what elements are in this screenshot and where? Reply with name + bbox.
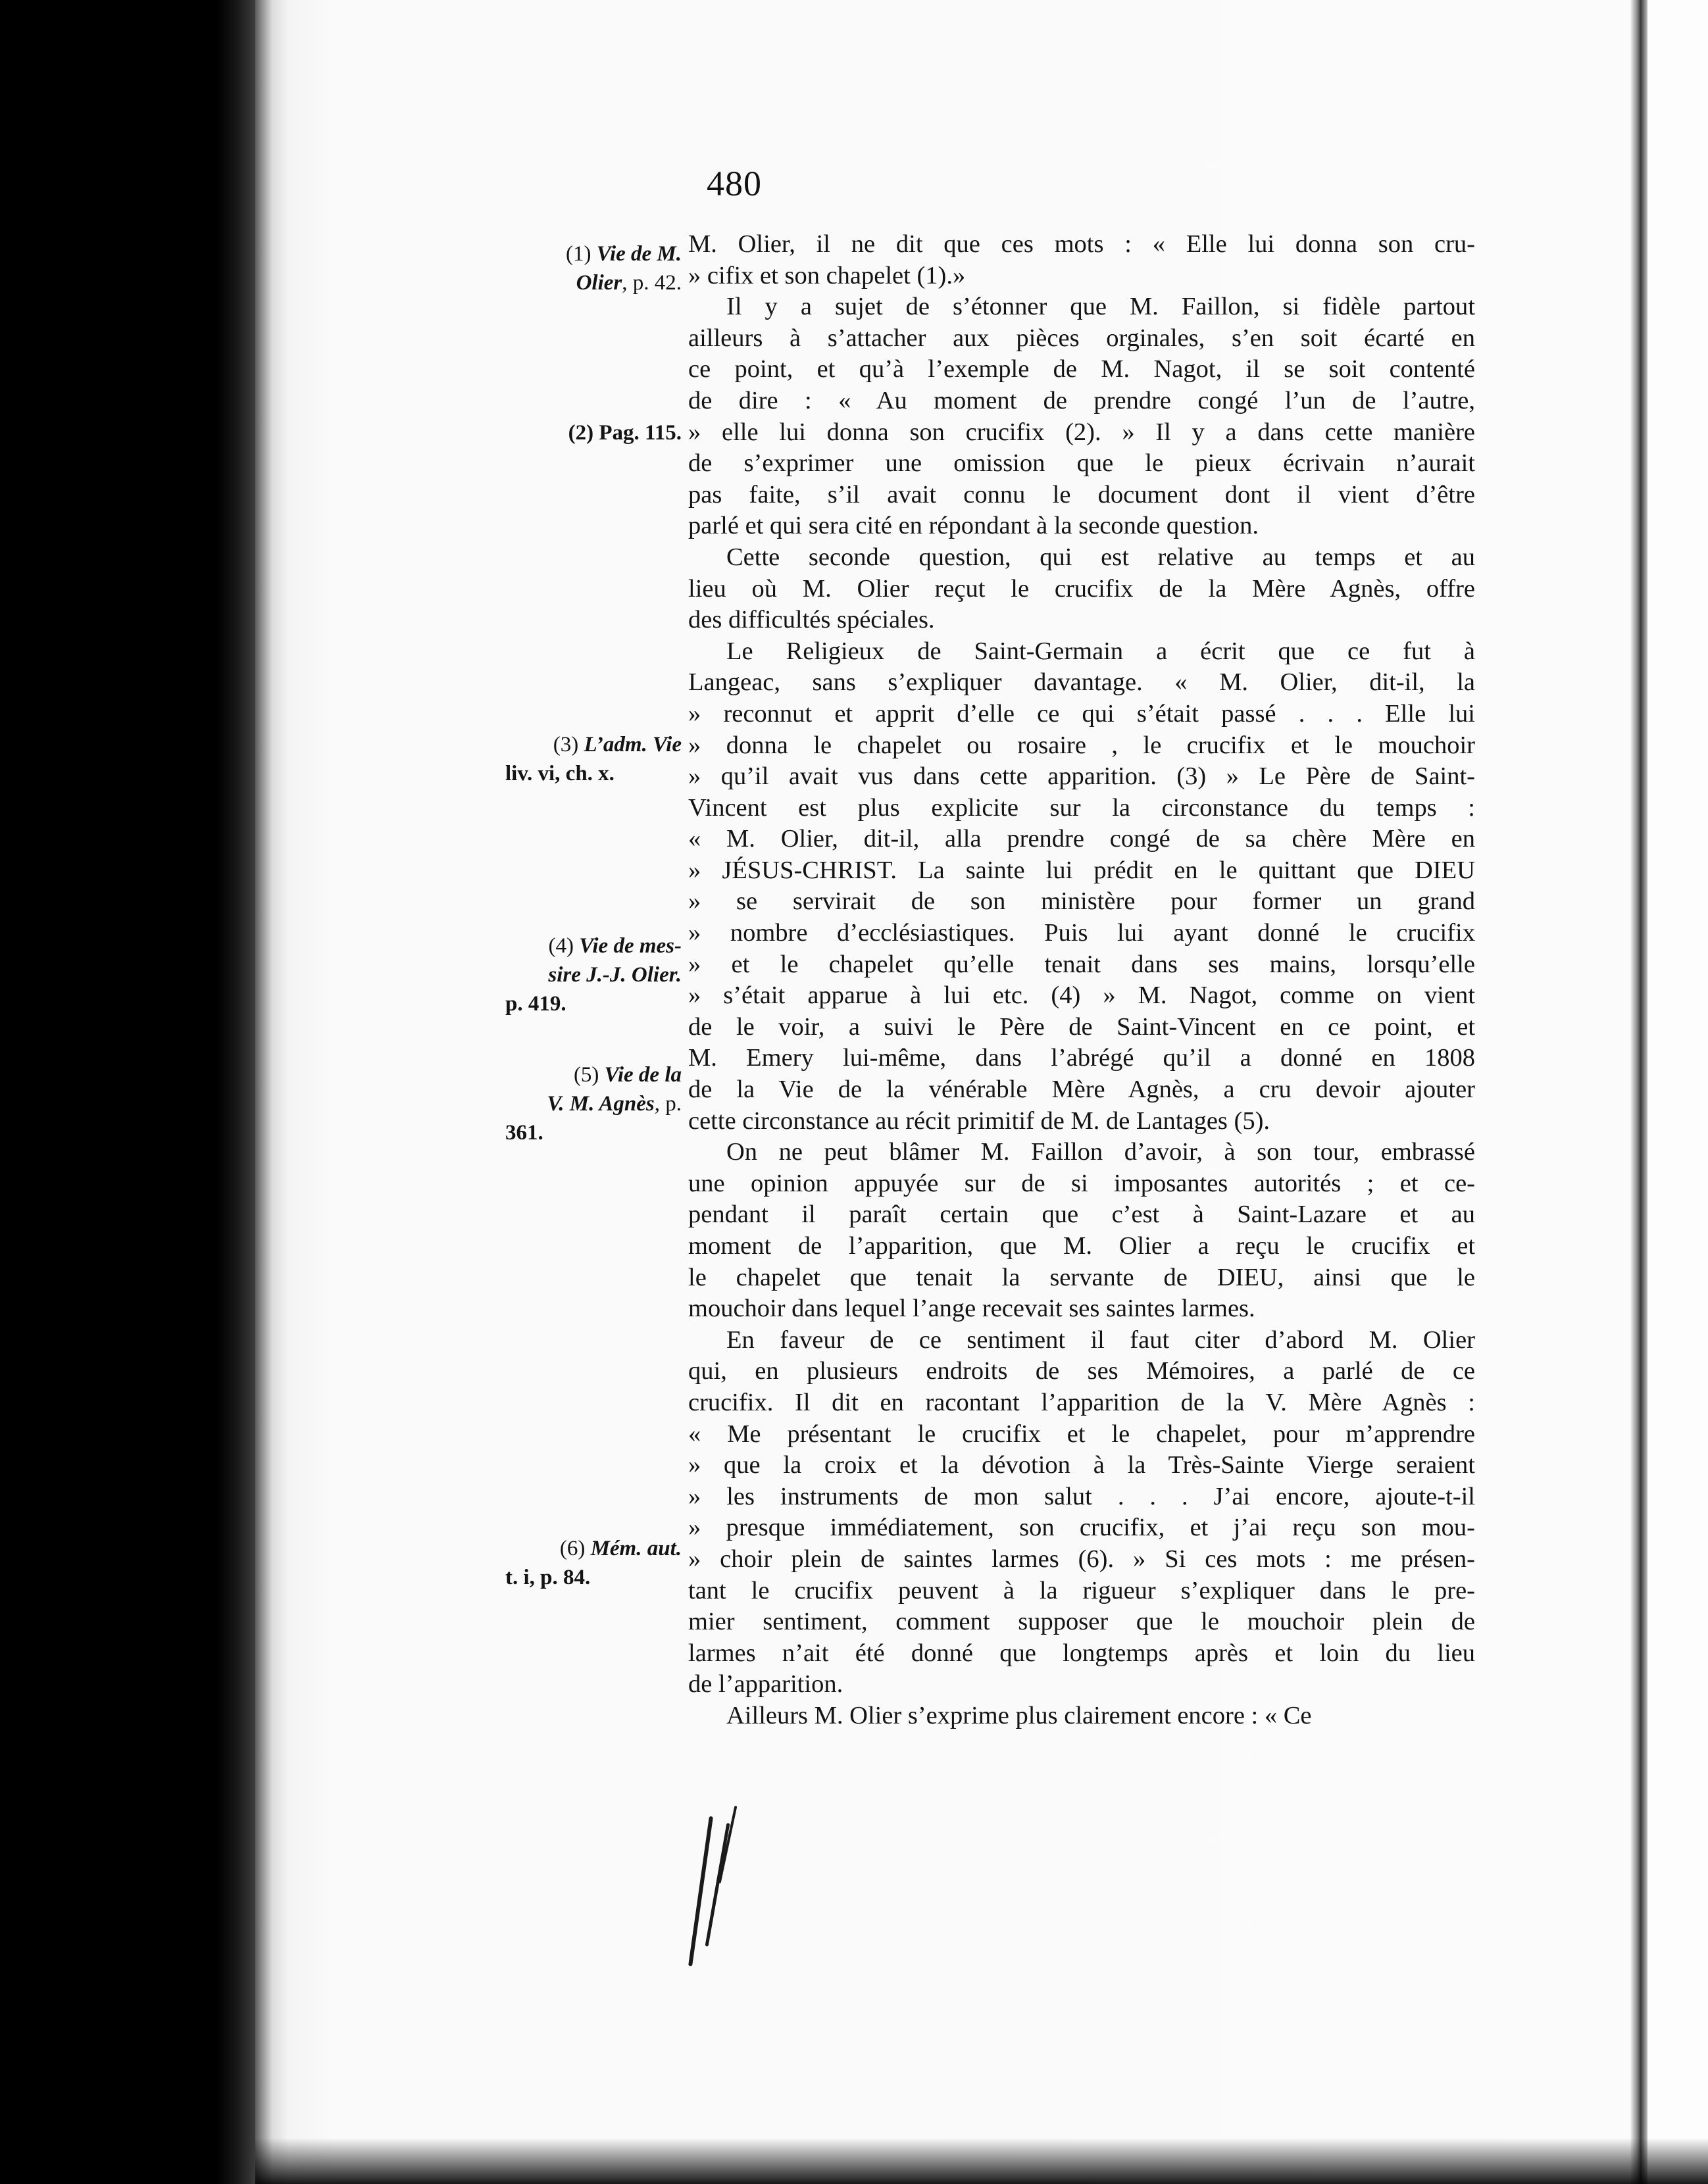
text-line: parlé et qui sera cité en répondant à la seconde question. <box>688 512 1259 540</box>
text-line: larmes n’ait été donné que longtemps après et loin du lieu <box>688 1639 1475 1667</box>
text-line: On ne peut blâmer M. Faillon d’avoir, à son tour, embrassé <box>726 1138 1475 1166</box>
page-number: 480 <box>707 164 762 203</box>
margin-note-2: (2) Pag. 115. <box>568 421 682 445</box>
margin-note-1: (1) Vie de M. Olier, p. 42. <box>566 242 682 295</box>
text-line: M. Olier, il ne dit que ces mots : « Elle lui donna son cru- <box>688 230 1475 258</box>
text-line: En faveur de ce sentiment il faut citer d’abord M. Olier <box>726 1326 1475 1354</box>
text-line: Il y a sujet de s’étonner que M. Faillon, si fidèle partout <box>726 293 1475 321</box>
text-line: » s’était apparue à lui etc. (4) » M. Nagot, comme on vient <box>688 981 1475 1010</box>
text-line: Ailleurs M. Olier s’exprime plus clairement encore : « Ce <box>726 1701 1312 1729</box>
scan-bottom-shadow <box>255 2138 1708 2184</box>
text-line: de l’apparition. <box>688 1670 843 1699</box>
text-line: « M. Olier, dit-il, alla prendre congé de sa chère Mère en <box>688 825 1475 853</box>
text-line: le chapelet que tenait la servante de DIEU, ainsi que le <box>688 1263 1475 1291</box>
text-line: lieu où M. Olier reçut le crucifix de la Mère Agnès, offre <box>688 574 1475 603</box>
text-line: cette circonstance au récit primitif de M. de Lantages (5). <box>688 1106 1270 1135</box>
text-line: Langeac, sans s’expliquer davantage. « M. Olier, dit-il, la <box>688 668 1475 697</box>
text-line: Le Religieux de Saint-Germain a écrit que ce fut à <box>726 637 1475 665</box>
text-line: pendant il paraît certain que c’est à Saint-Lazare et au <box>688 1201 1475 1229</box>
text-line: » reconnut et apprit d’elle ce qui s’était passé . . . Elle lui <box>688 699 1475 728</box>
text-line: de la Vie de la vénérable Mère Agnès, a cru devoir ajouter <box>688 1076 1475 1104</box>
text-line: » donna le chapelet ou rosaire , le crucifix et le mouchoir <box>688 731 1475 759</box>
text-line: pas faite, s’il avait connu le document dont il vient d’être <box>688 480 1475 509</box>
text-line: » les instruments de mon salut . . . J’ai encore, ajoute-t-il <box>688 1482 1475 1510</box>
text-line: des difficultés spéciales. <box>688 606 935 634</box>
main-text-block <box>688 229 1475 1732</box>
text-line: » choir plein de saintes larmes (6). » Si ces mots : me présen- <box>688 1545 1475 1573</box>
text-line: » elle lui donna son crucifix (2). » Il y a dans cette manière <box>688 418 1475 446</box>
text-line: » se servirait de son ministère pour former un grand <box>688 887 1475 916</box>
text-line: » nombre d’ecclésiastiques. Puis lui ayant donné le crucifix <box>688 919 1475 947</box>
text-line: ce point, et qu’à l’exemple de M. Nagot, il se soit contenté <box>688 355 1475 384</box>
text-line: ailleurs à s’attacher aux pièces orginales, s’en soit écarté en <box>688 324 1475 352</box>
margin-note-3: (3) L’adm. Vie liv. vi, ch. x. <box>505 733 682 785</box>
margin-note-4: (4) Vie de mes- sire J.-J. Olier. p. 419. <box>505 934 682 1016</box>
text-line: crucifix. Il dit en racontant l’apparition de la V. Mère Agnès : <box>688 1388 1475 1416</box>
next-page-strip <box>1647 0 1708 2184</box>
text-line: moment de l’apparition, que M. Olier a reçu le crucifix et <box>688 1232 1475 1260</box>
text-line: » JÉSUS-CHRIST. La sainte lui prédit en le quittant que DIEU <box>688 856 1475 884</box>
text-line: » et le chapelet qu’elle tenait dans ses mains, lorsqu’elle <box>688 950 1475 978</box>
text-line: M. Emery lui-même, dans l’abrégé qu’il a donné en 1808 <box>688 1044 1475 1072</box>
margin-note-5: (5) Vie de la V. M. Agnès, p. 361. <box>505 1063 682 1145</box>
text-line: mier sentiment, comment supposer que le mouchoir plein de <box>688 1608 1475 1636</box>
text-line: Cette seconde question, qui est relative au temps et au <box>726 543 1475 571</box>
text-line: de dire : « Au moment de prendre congé l’un de l’autre, <box>688 386 1475 414</box>
text-line: tant le crucifix peuvent à la rigueur s’expliquer dans le pre- <box>688 1576 1475 1604</box>
text-line: de s’exprimer une omission que le pieux écrivain n’aurait <box>688 449 1475 478</box>
page-right-edge <box>1630 0 1647 2184</box>
text-line: Vincent est plus explicite sur la circonstance du temps : <box>688 793 1475 822</box>
text-line: qui, en plusieurs endroits de ses Mémoires, a parlé de ce <box>688 1357 1475 1385</box>
text-line: » que la croix et la dévotion à la Très-Sainte Vierge seraient <box>688 1451 1475 1479</box>
text-line: « Me présentant le crucifix et le chapelet, pour m’apprendre <box>688 1420 1475 1448</box>
text-line: une opinion appuyée sur de si imposantes autorités ; et ce- <box>688 1169 1475 1197</box>
text-line: » presque immédiatement, son crucifix, et j’ai reçu son mou- <box>688 1514 1475 1542</box>
text-line: de le voir, a suivi le Père de Saint-Vincent en ce point, et <box>688 1012 1475 1041</box>
text-line: » cifix et son chapelet (1).» <box>688 261 966 289</box>
text-line: mouchoir dans lequel l’ange recevait ses saintes larmes. <box>688 1295 1255 1323</box>
margin-note-6: (6) Mém. aut. t. i, p. 84. <box>505 1537 682 1589</box>
text-line: » qu’il avait vus dans cette apparition. (3) » Le Père de Saint- <box>688 762 1475 791</box>
